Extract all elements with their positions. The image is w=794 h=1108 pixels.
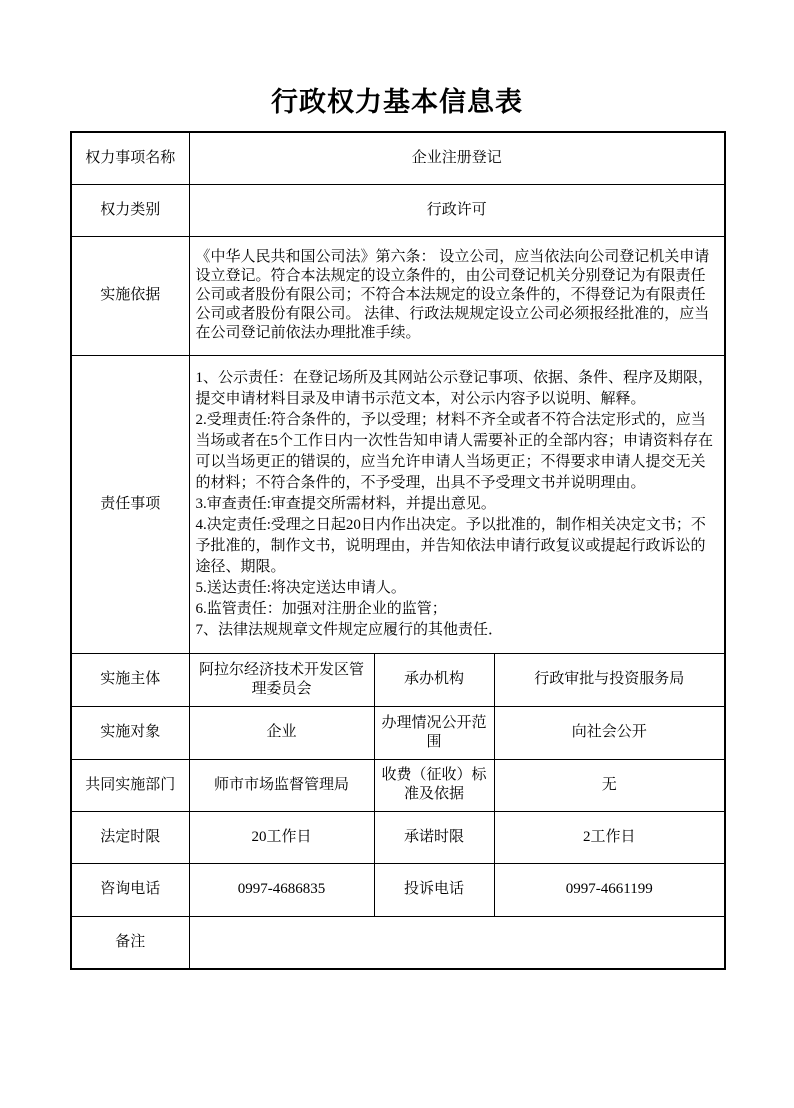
row-label: 权力事项名称 xyxy=(71,132,189,184)
row-remark xyxy=(71,916,725,969)
duty-item: 1、公示责任：在登记场所及其网站公示登记事项、依据、条件、程序及期限，提交申请材料目录及申请书示范文本，对公示内容予以说明、解释。 xyxy=(195,369,714,407)
row-value: 企业 xyxy=(189,706,374,759)
row-target xyxy=(71,706,725,759)
row-time-limit xyxy=(71,811,725,863)
row-label: 办理情况公开范围 xyxy=(374,706,494,759)
duty-item: 2.受理责任:符合条件的，予以受理；材料不齐全或者不符合法定形式的，应当当场或者在5个工作日内一次性告知申请人需要补正的全部内容；申请资料存在可以当场更正的错误的，应当允许申请人当场更正；不得要求申请人提交无关的材料；不符合条件的，不予受理，出具不予受理文书并说明理由。 xyxy=(195,411,714,491)
row-label: 实施依据 xyxy=(71,236,189,355)
row-value: 2工作日 xyxy=(494,811,725,863)
row-value: 行政审批与投资服务局 xyxy=(494,653,725,706)
document-title: 行政权力基本信息表 xyxy=(271,87,523,117)
duty-item: 6.监管责任：加强对注册企业的监管； xyxy=(195,600,447,617)
row-implementer xyxy=(71,653,725,706)
row-value: 师市市场监督管理局 xyxy=(189,759,374,811)
row-duty xyxy=(71,355,725,653)
row-value: 20工作日 xyxy=(189,811,374,863)
row-label: 投诉电话 xyxy=(374,863,494,916)
row-phone xyxy=(71,863,725,916)
row-item-name xyxy=(71,132,725,184)
row-basis xyxy=(71,236,725,355)
row-value: 企业注册登记 xyxy=(189,132,725,184)
row-label: 权力类别 xyxy=(71,184,189,236)
row-value: 0997-4661199 xyxy=(494,863,725,916)
duty-item: 4.决定责任:受理之日起20日内作出决定。予以批准的，制作相关决定文书；不予批准的，制作文书，说明理由，并告知依法申请行政复议或提起行政诉讼的途径、期限。 xyxy=(195,516,706,575)
row-value: 阿拉尔经济技术开发区管理委员会 xyxy=(189,653,374,706)
row-value: 无 xyxy=(494,759,725,811)
row-label: 责任事项 xyxy=(71,355,189,653)
row-label: 实施对象 xyxy=(71,706,189,759)
duty-item: 3.审查责任:审查提交所需材料，并提出意见。 xyxy=(195,495,496,512)
row-value: 向社会公开 xyxy=(494,706,725,759)
row-value xyxy=(189,355,725,653)
row-value: 《中华人民共和国公司法》第六条： 设立公司，应当依法向公司登记机关申请设立登记。符合本法规定的设立条件的，由公司登记机关分别登记为有限责任公司或者股份有限公司；不符合本法规定的设立条件的，不得登记为有限责任公司或者股份有限公司。 法律、行政法规规定设立公司必须报经批准的，应当在公司登记前依法办理批准手续。 xyxy=(189,236,725,355)
row-label: 备注 xyxy=(71,916,189,969)
info-table xyxy=(70,131,726,970)
row-label: 收费（征收）标准及依据 xyxy=(374,759,494,811)
row-value: 0997-4686835 xyxy=(189,863,374,916)
row-value xyxy=(189,916,725,969)
row-label: 承办机构 xyxy=(374,653,494,706)
row-category xyxy=(71,184,725,236)
row-label: 实施主体 xyxy=(71,653,189,706)
row-label: 咨询电话 xyxy=(71,863,189,916)
row-co-department xyxy=(71,759,725,811)
row-value: 行政许可 xyxy=(189,184,725,236)
row-label: 承诺时限 xyxy=(374,811,494,863)
duty-item: 7、法律法规规章文件规定应履行的其他责任． xyxy=(195,621,504,638)
duty-item: 5.送达责任:将决定送达申请人。 xyxy=(195,579,406,596)
row-label: 法定时限 xyxy=(71,811,189,863)
row-label: 共同实施部门 xyxy=(71,759,189,811)
